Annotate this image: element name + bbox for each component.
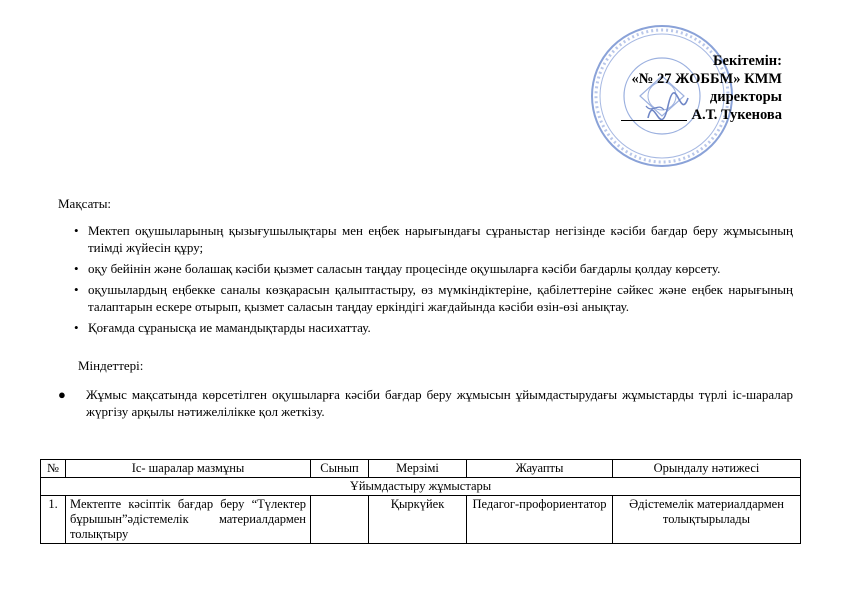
row-number: 1.	[41, 496, 66, 544]
director-signature-line	[621, 106, 782, 124]
goal-item: • Қоғамда сұранысқа ие мамандықтарды насихаттау.	[58, 319, 793, 336]
task-item	[58, 386, 793, 420]
signature-underline	[621, 120, 687, 121]
col-number-header: №	[41, 460, 66, 478]
row-responsible: Педагог-профориентатор	[467, 496, 613, 544]
col-responsible-header: Жауапты	[467, 460, 613, 478]
activity-table	[40, 459, 801, 544]
row-grade	[311, 496, 369, 544]
row-result: Әдістемелік материалдармен толықтырылады	[613, 496, 801, 544]
approval-label: Бекітемін:	[712, 53, 782, 69]
director-name: А.Т. Тукенова	[691, 107, 782, 123]
tasks-heading: Міндеттері:	[78, 358, 144, 373]
col-result-header: Орындалу нәтижесі	[613, 460, 801, 478]
table-row	[41, 496, 801, 544]
approval-block	[621, 52, 782, 124]
task-text: Жұмыс мақсатында көрсетілген оқушыларға кәсіби бағдар беру жұмысын ұйымдастырудағы жұмыстарды түрлі іс-шаралар жүргізу арқылы нәтижелілікке қол жеткізу.	[86, 387, 793, 419]
col-term-header: Мерзімі	[369, 460, 467, 478]
table-header-row	[41, 460, 801, 478]
goal-item: • оқу бейінін және болашақ кәсіби қызмет саласын таңдау процесінде оқушыларға кәсіби бағдарлы қолдау көрсету.	[58, 260, 793, 277]
col-grade-header: Сынып	[311, 460, 369, 478]
row-term: Қыркүйек	[369, 496, 467, 544]
section-row	[41, 478, 801, 496]
goal-item: • оқушылардың еңбекке саналы көзқарасын қалыптастыру, өз мүмкіндіктеріне, қабілеттеріне сәйкес және еңбек нарығының талаптарын ескере отырып, қызмет саласын таңдау еркіндігі жағдайында кәсіби өзін-өзі анықтау.	[58, 281, 793, 315]
school-name: «№ 27 ЖОББМ» КММ	[631, 71, 782, 87]
section-title: Ұйымдастыру жұмыстары	[41, 478, 801, 496]
row-content: Мектепте кәсіптік бағдар беру “Түлектер бұрышын”әдістемелік материалдармен толықтыру	[66, 496, 311, 544]
director-title: директоры	[709, 89, 782, 105]
goal-item: • Мектеп оқушыларының қызығушылықтары мен еңбек нарығындағы сұраныстар негізінде кәсіби бағдар беру жұмысының тиімді жүйесін құру;	[58, 222, 793, 256]
bullet-icon: ●	[58, 387, 66, 402]
goals-heading: Мақсаты:	[58, 196, 112, 211]
goals-list	[58, 222, 793, 340]
col-content-header: Іс- шаралар мазмұны	[66, 460, 311, 478]
